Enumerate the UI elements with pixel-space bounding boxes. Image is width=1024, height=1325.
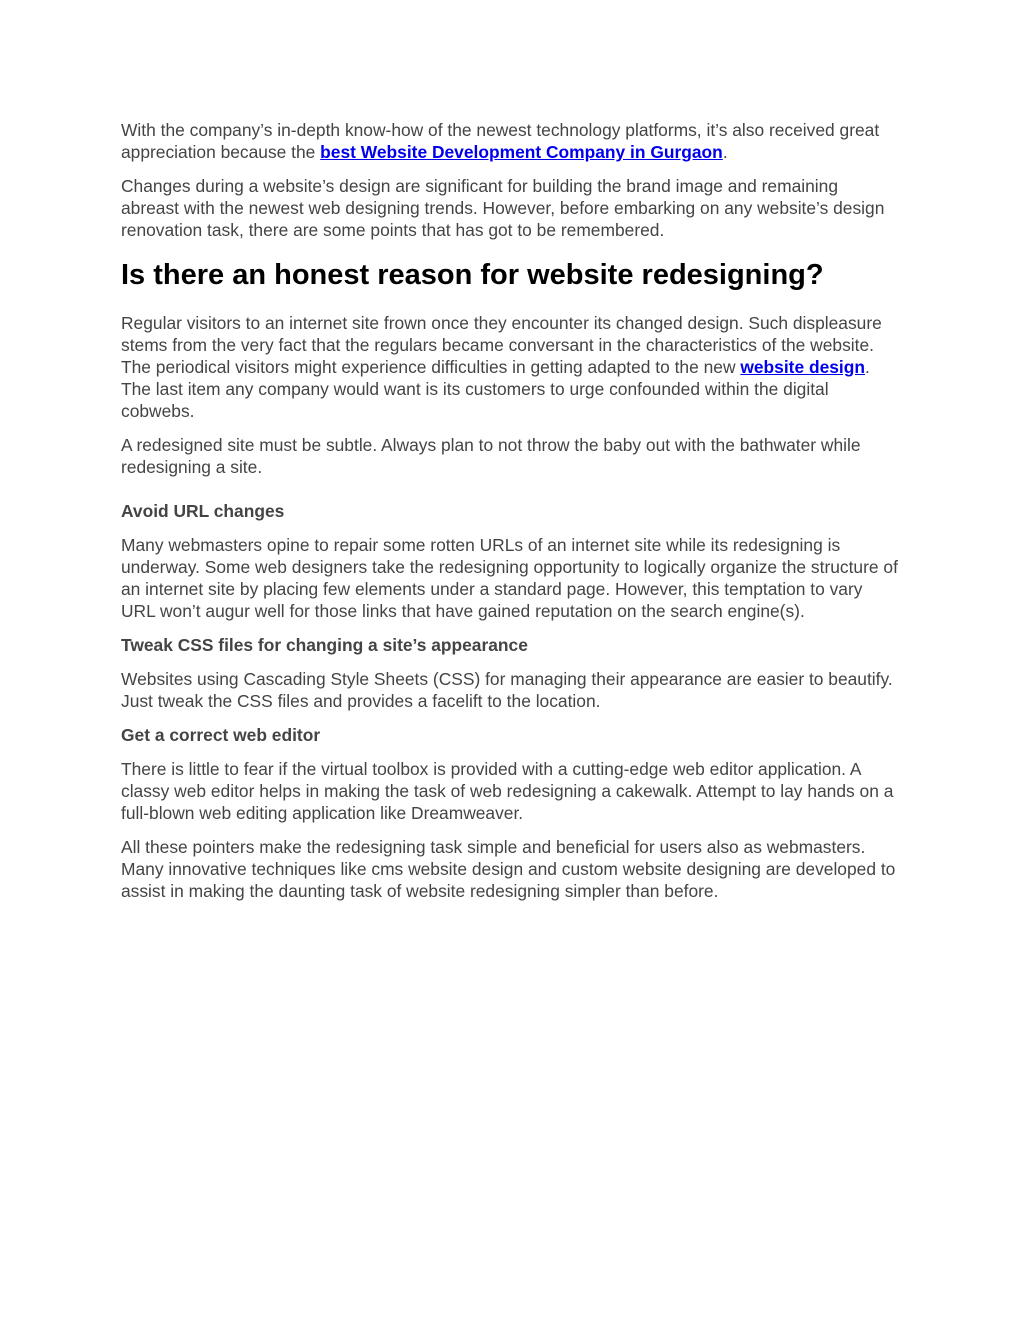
conclusion-paragraph: All these pointers make the redesigning task simple and beneficial for users also as webmasters. Many innovative techniques like cms website design and custom website designing are developed to assist in making the daunting task of website redesigning simpler than before. [121, 837, 896, 901]
visitors-text-end: . The last item any company would want is its customers to urge confounded within the digital cobwebs. [121, 357, 870, 421]
subheading-url-changes: Avoid URL changes [121, 501, 285, 521]
design-changes-paragraph: Changes during a website’s design are significant for building the brand image and remaining abreast with the newest web designing trends. However, before embarking on any website’s design renovation task, there are some points that has got to be remembered. [121, 176, 885, 240]
visitors-text: Regular visitors to an internet site frown once they encounter its changed design. Such displeasure stems from the very fact that the regulars became conversant in the characteristics of the website. The periodical visitors might experience difficulties in getting adapted to the new [121, 313, 882, 377]
intro-paragraph [121, 119, 899, 163]
subtle-redesign-paragraph: A redesigned site must be subtle. Always plan to not throw the baby out with the bathwater while redesigning a site. [121, 435, 861, 477]
document-page [121, 119, 899, 914]
intro-text: With the company’s in-depth know-how of the newest technology platforms, it’s also received great appreciation because the [121, 120, 880, 162]
url-changes-paragraph: Many webmasters opine to repair some rotten URLs of an internet site while its redesigning is underway. Some web designers take the redesigning opportunity to logically organize the structure of an internet site by placing few elements under a standard page. However, this temptation to vary URL won’t augur well for those links that have gained reputation on the search engine(s). [121, 535, 898, 621]
intro-text-end: . [722, 142, 728, 162]
visitors-paragraph [121, 312, 899, 422]
website-development-company-link[interactable]: best Website Development Company in Gurgaon [320, 142, 723, 162]
website-design-link[interactable]: website design [740, 357, 866, 377]
subheading-css-files: Tweak CSS files for changing a site’s appearance [121, 635, 528, 655]
web-editor-paragraph: There is little to fear if the virtual toolbox is provided with a cutting-edge web editor application. A classy web editor helps in making the task of web redesigning a cakewalk. Attempt to lay hands on a full-blown web editing application like Dreamweaver. [121, 759, 894, 823]
section-heading: Is there an honest reason for website redesigning? [121, 259, 824, 291]
css-files-paragraph: Websites using Cascading Style Sheets (CSS) for managing their appearance are easier to beautify. Just tweak the CSS files and provides a facelift to the location. [121, 669, 893, 711]
subheading-web-editor: Get a correct web editor [121, 725, 321, 745]
